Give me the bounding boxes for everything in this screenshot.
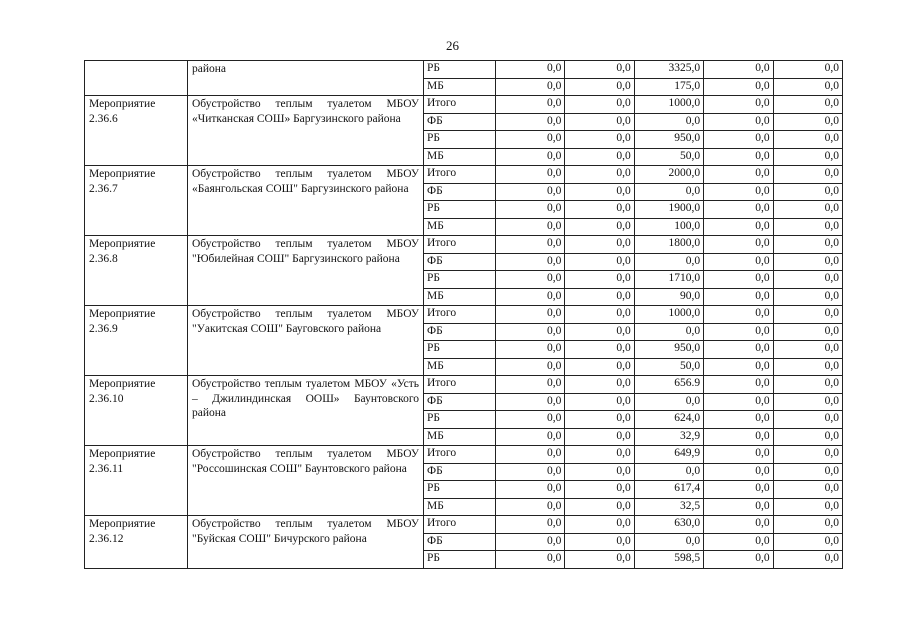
amount-cell: 0,0 — [773, 61, 842, 79]
amount-cell: 0,0 — [773, 253, 842, 271]
amount-cell: 0,0 — [704, 428, 773, 446]
activity-code: Мероприятие 2.36.9 — [85, 306, 188, 376]
funding-source: Итого — [424, 446, 496, 464]
amount-cell: 0,0 — [565, 218, 634, 236]
funding-source: Итого — [424, 96, 496, 114]
amount-cell: 0,0 — [704, 236, 773, 254]
funding-source: МБ — [424, 498, 496, 516]
funding-source: Итого — [424, 306, 496, 324]
activity-code: Мероприятие 2.36.7 — [85, 166, 188, 236]
page-number: 26 — [446, 38, 459, 53]
funding-source: ФБ — [424, 113, 496, 131]
amount-cell: 0,0 — [773, 393, 842, 411]
table-row — [85, 376, 843, 394]
amount-cell: 0,0 — [704, 271, 773, 289]
amount-cell: 0,0 — [704, 551, 773, 569]
amount-cell: 50,0 — [634, 358, 703, 376]
amount-cell: 0,0 — [704, 96, 773, 114]
funding-source: РБ — [424, 411, 496, 429]
amount-cell: 0,0 — [773, 183, 842, 201]
amount-cell: 0,0 — [704, 113, 773, 131]
amount-cell: 0,0 — [704, 78, 773, 96]
amount-cell: 0,0 — [773, 446, 842, 464]
amount-cell: 656.9 — [634, 376, 703, 394]
table-body — [85, 61, 843, 569]
amount-cell: 617,4 — [634, 481, 703, 499]
funding-source: Итого — [424, 166, 496, 184]
amount-cell: 0,0 — [773, 131, 842, 149]
activity-description: Обустройство теплым туалетом МБОУ "Уакитская СОШ" Бауговского района — [188, 306, 424, 376]
amount-cell: 100,0 — [634, 218, 703, 236]
amount-cell: 0,0 — [496, 218, 565, 236]
amount-cell: 0,0 — [565, 201, 634, 219]
amount-cell: 0,0 — [704, 288, 773, 306]
amount-cell: 0,0 — [773, 236, 842, 254]
amount-cell: 0,0 — [496, 498, 565, 516]
amount-cell: 0,0 — [565, 551, 634, 569]
amount-cell: 0,0 — [773, 113, 842, 131]
amount-cell: 0,0 — [704, 183, 773, 201]
activity-description: района — [188, 61, 424, 96]
amount-cell: 0,0 — [496, 481, 565, 499]
amount-cell: 0,0 — [496, 131, 565, 149]
amount-cell: 0,0 — [565, 148, 634, 166]
amount-cell: 0,0 — [704, 218, 773, 236]
funding-source: Итого — [424, 516, 496, 534]
amount-cell: 0,0 — [634, 393, 703, 411]
amount-cell: 0,0 — [704, 253, 773, 271]
amount-cell: 0,0 — [496, 201, 565, 219]
amount-cell: 0,0 — [565, 61, 634, 79]
funding-source: РБ — [424, 271, 496, 289]
amount-cell: 0,0 — [773, 78, 842, 96]
amount-cell: 0,0 — [773, 166, 842, 184]
amount-cell: 0,0 — [565, 271, 634, 289]
funding-source: Итого — [424, 376, 496, 394]
activity-code — [85, 61, 188, 96]
amount-cell: 50,0 — [634, 148, 703, 166]
amount-cell: 175,0 — [634, 78, 703, 96]
amount-cell: 0,0 — [565, 428, 634, 446]
funding-source: Итого — [424, 236, 496, 254]
amount-cell: 950,0 — [634, 131, 703, 149]
amount-cell: 0,0 — [565, 166, 634, 184]
amount-cell: 0,0 — [704, 516, 773, 534]
funding-source: ФБ — [424, 463, 496, 481]
amount-cell: 0,0 — [773, 533, 842, 551]
table-row — [85, 516, 843, 534]
amount-cell: 0,0 — [565, 516, 634, 534]
amount-cell: 0,0 — [634, 113, 703, 131]
amount-cell: 0,0 — [704, 481, 773, 499]
amount-cell: 0,0 — [565, 78, 634, 96]
amount-cell: 0,0 — [773, 96, 842, 114]
amount-cell: 0,0 — [565, 446, 634, 464]
amount-cell: 0,0 — [565, 393, 634, 411]
amount-cell: 0,0 — [634, 253, 703, 271]
amount-cell: 0,0 — [496, 148, 565, 166]
amount-cell: 0,0 — [565, 306, 634, 324]
amount-cell: 0,0 — [496, 253, 565, 271]
amount-cell: 0,0 — [565, 498, 634, 516]
amount-cell: 90,0 — [634, 288, 703, 306]
amount-cell: 1800,0 — [634, 236, 703, 254]
amount-cell: 0,0 — [496, 393, 565, 411]
amount-cell: 0,0 — [496, 533, 565, 551]
amount-cell: 0,0 — [565, 323, 634, 341]
amount-cell: 32,5 — [634, 498, 703, 516]
amount-cell: 1710,0 — [634, 271, 703, 289]
activity-description: Обустройство теплым туалетом МБОУ "Россошинская СОШ" Баунтовского района — [188, 446, 424, 516]
amount-cell: 0,0 — [565, 411, 634, 429]
amount-cell: 0,0 — [496, 551, 565, 569]
amount-cell: 0,0 — [773, 271, 842, 289]
amount-cell: 0,0 — [496, 113, 565, 131]
amount-cell: 0,0 — [496, 78, 565, 96]
amount-cell: 0,0 — [773, 306, 842, 324]
amount-cell: 1000,0 — [634, 96, 703, 114]
amount-cell: 0,0 — [496, 341, 565, 359]
activity-code: Мероприятие 2.36.10 — [85, 376, 188, 446]
amount-cell: 0,0 — [565, 376, 634, 394]
table-row — [85, 61, 843, 79]
amount-cell: 630,0 — [634, 516, 703, 534]
amount-cell: 0,0 — [565, 96, 634, 114]
activity-description: Обустройство теплым туалетом МБОУ «Баянгольская СОШ" Баргузинского района — [188, 166, 424, 236]
activity-description: Обустройство теплым туалетом МБОУ «Усть – Джилиндинская ООШ» Баунтовского района — [188, 376, 424, 446]
amount-cell: 0,0 — [496, 288, 565, 306]
amount-cell: 0,0 — [496, 358, 565, 376]
amount-cell: 0,0 — [704, 341, 773, 359]
amount-cell: 0,0 — [565, 358, 634, 376]
amount-cell: 0,0 — [496, 516, 565, 534]
amount-cell: 0,0 — [704, 446, 773, 464]
amount-cell: 0,0 — [704, 323, 773, 341]
activity-description: Обустройство теплым туалетом МБОУ "Буйская СОШ" Бичурского района — [188, 516, 424, 569]
funding-source: ФБ — [424, 533, 496, 551]
funding-source: РБ — [424, 131, 496, 149]
amount-cell: 3325,0 — [634, 61, 703, 79]
amount-cell: 0,0 — [773, 516, 842, 534]
activity-description: Обустройство теплым туалетом МБОУ «Читканская СОШ» Баргузинского района — [188, 96, 424, 166]
amount-cell: 0,0 — [773, 428, 842, 446]
amount-cell: 0,0 — [496, 323, 565, 341]
amount-cell: 0,0 — [565, 236, 634, 254]
amount-cell: 0,0 — [704, 463, 773, 481]
funding-source: РБ — [424, 61, 496, 79]
amount-cell: 0,0 — [773, 341, 842, 359]
amount-cell: 0,0 — [704, 306, 773, 324]
funding-source: ФБ — [424, 393, 496, 411]
amount-cell: 0,0 — [496, 428, 565, 446]
table-row — [85, 446, 843, 464]
activity-code: Мероприятие 2.36.12 — [85, 516, 188, 569]
amount-cell: 0,0 — [704, 201, 773, 219]
amount-cell: 0,0 — [634, 533, 703, 551]
amount-cell: 0,0 — [704, 498, 773, 516]
funding-source: МБ — [424, 358, 496, 376]
amount-cell: 0,0 — [773, 481, 842, 499]
funding-source: МБ — [424, 288, 496, 306]
amount-cell: 0,0 — [773, 411, 842, 429]
amount-cell: 0,0 — [565, 113, 634, 131]
amount-cell: 0,0 — [496, 96, 565, 114]
activity-code: Мероприятие 2.36.8 — [85, 236, 188, 306]
amount-cell: 649,9 — [634, 446, 703, 464]
table-row — [85, 166, 843, 184]
table-row — [85, 96, 843, 114]
funding-source: РБ — [424, 341, 496, 359]
amount-cell: 0,0 — [496, 61, 565, 79]
amount-cell: 0,0 — [496, 183, 565, 201]
amount-cell: 0,0 — [496, 411, 565, 429]
amount-cell: 0,0 — [565, 131, 634, 149]
funding-source: РБ — [424, 551, 496, 569]
amount-cell: 0,0 — [565, 481, 634, 499]
amount-cell: 0,0 — [496, 166, 565, 184]
funding-source: ФБ — [424, 253, 496, 271]
amount-cell: 0,0 — [773, 376, 842, 394]
amount-cell: 0,0 — [634, 183, 703, 201]
amount-cell: 0,0 — [565, 253, 634, 271]
amount-cell: 32,9 — [634, 428, 703, 446]
amount-cell: 0,0 — [773, 288, 842, 306]
amount-cell: 0,0 — [496, 306, 565, 324]
amount-cell: 0,0 — [634, 323, 703, 341]
amount-cell: 0,0 — [704, 131, 773, 149]
funding-source: ФБ — [424, 323, 496, 341]
amount-cell: 0,0 — [704, 411, 773, 429]
activity-code: Мероприятие 2.36.11 — [85, 446, 188, 516]
amount-cell: 598,5 — [634, 551, 703, 569]
amount-cell: 0,0 — [565, 183, 634, 201]
funding-source: МБ — [424, 218, 496, 236]
amount-cell: 0,0 — [496, 446, 565, 464]
amount-cell: 0,0 — [704, 533, 773, 551]
amount-cell: 0,0 — [773, 201, 842, 219]
amount-cell: 0,0 — [773, 551, 842, 569]
amount-cell: 0,0 — [565, 288, 634, 306]
activity-description: Обустройство теплым туалетом МБОУ "Юбилейная СОШ" Баргузинского района — [188, 236, 424, 306]
funding-source: МБ — [424, 148, 496, 166]
amount-cell: 0,0 — [634, 463, 703, 481]
amount-cell: 0,0 — [773, 148, 842, 166]
amount-cell: 0,0 — [704, 358, 773, 376]
funding-source: МБ — [424, 78, 496, 96]
amount-cell: 624,0 — [634, 411, 703, 429]
amount-cell: 0,0 — [565, 341, 634, 359]
amount-cell: 0,0 — [496, 463, 565, 481]
amount-cell: 2000,0 — [634, 166, 703, 184]
amount-cell: 0,0 — [496, 271, 565, 289]
amount-cell: 0,0 — [496, 376, 565, 394]
amount-cell: 0,0 — [704, 148, 773, 166]
table-row — [85, 236, 843, 254]
funding-source: РБ — [424, 201, 496, 219]
amount-cell: 0,0 — [565, 463, 634, 481]
amount-cell: 0,0 — [704, 376, 773, 394]
amount-cell: 0,0 — [496, 236, 565, 254]
funding-source: МБ — [424, 428, 496, 446]
amount-cell: 0,0 — [565, 533, 634, 551]
funding-source: РБ — [424, 481, 496, 499]
amount-cell: 0,0 — [704, 61, 773, 79]
amount-cell: 950,0 — [634, 341, 703, 359]
amount-cell: 0,0 — [704, 393, 773, 411]
amount-cell: 0,0 — [773, 498, 842, 516]
amount-cell: 0,0 — [704, 166, 773, 184]
amount-cell: 0,0 — [773, 358, 842, 376]
amount-cell: 0,0 — [773, 323, 842, 341]
amount-cell: 0,0 — [773, 218, 842, 236]
amount-cell: 1900,0 — [634, 201, 703, 219]
activity-code: Мероприятие 2.36.6 — [85, 96, 188, 166]
amount-cell: 1000,0 — [634, 306, 703, 324]
table-row — [85, 306, 843, 324]
funding-source: ФБ — [424, 183, 496, 201]
amount-cell: 0,0 — [773, 463, 842, 481]
budget-table — [84, 60, 843, 569]
